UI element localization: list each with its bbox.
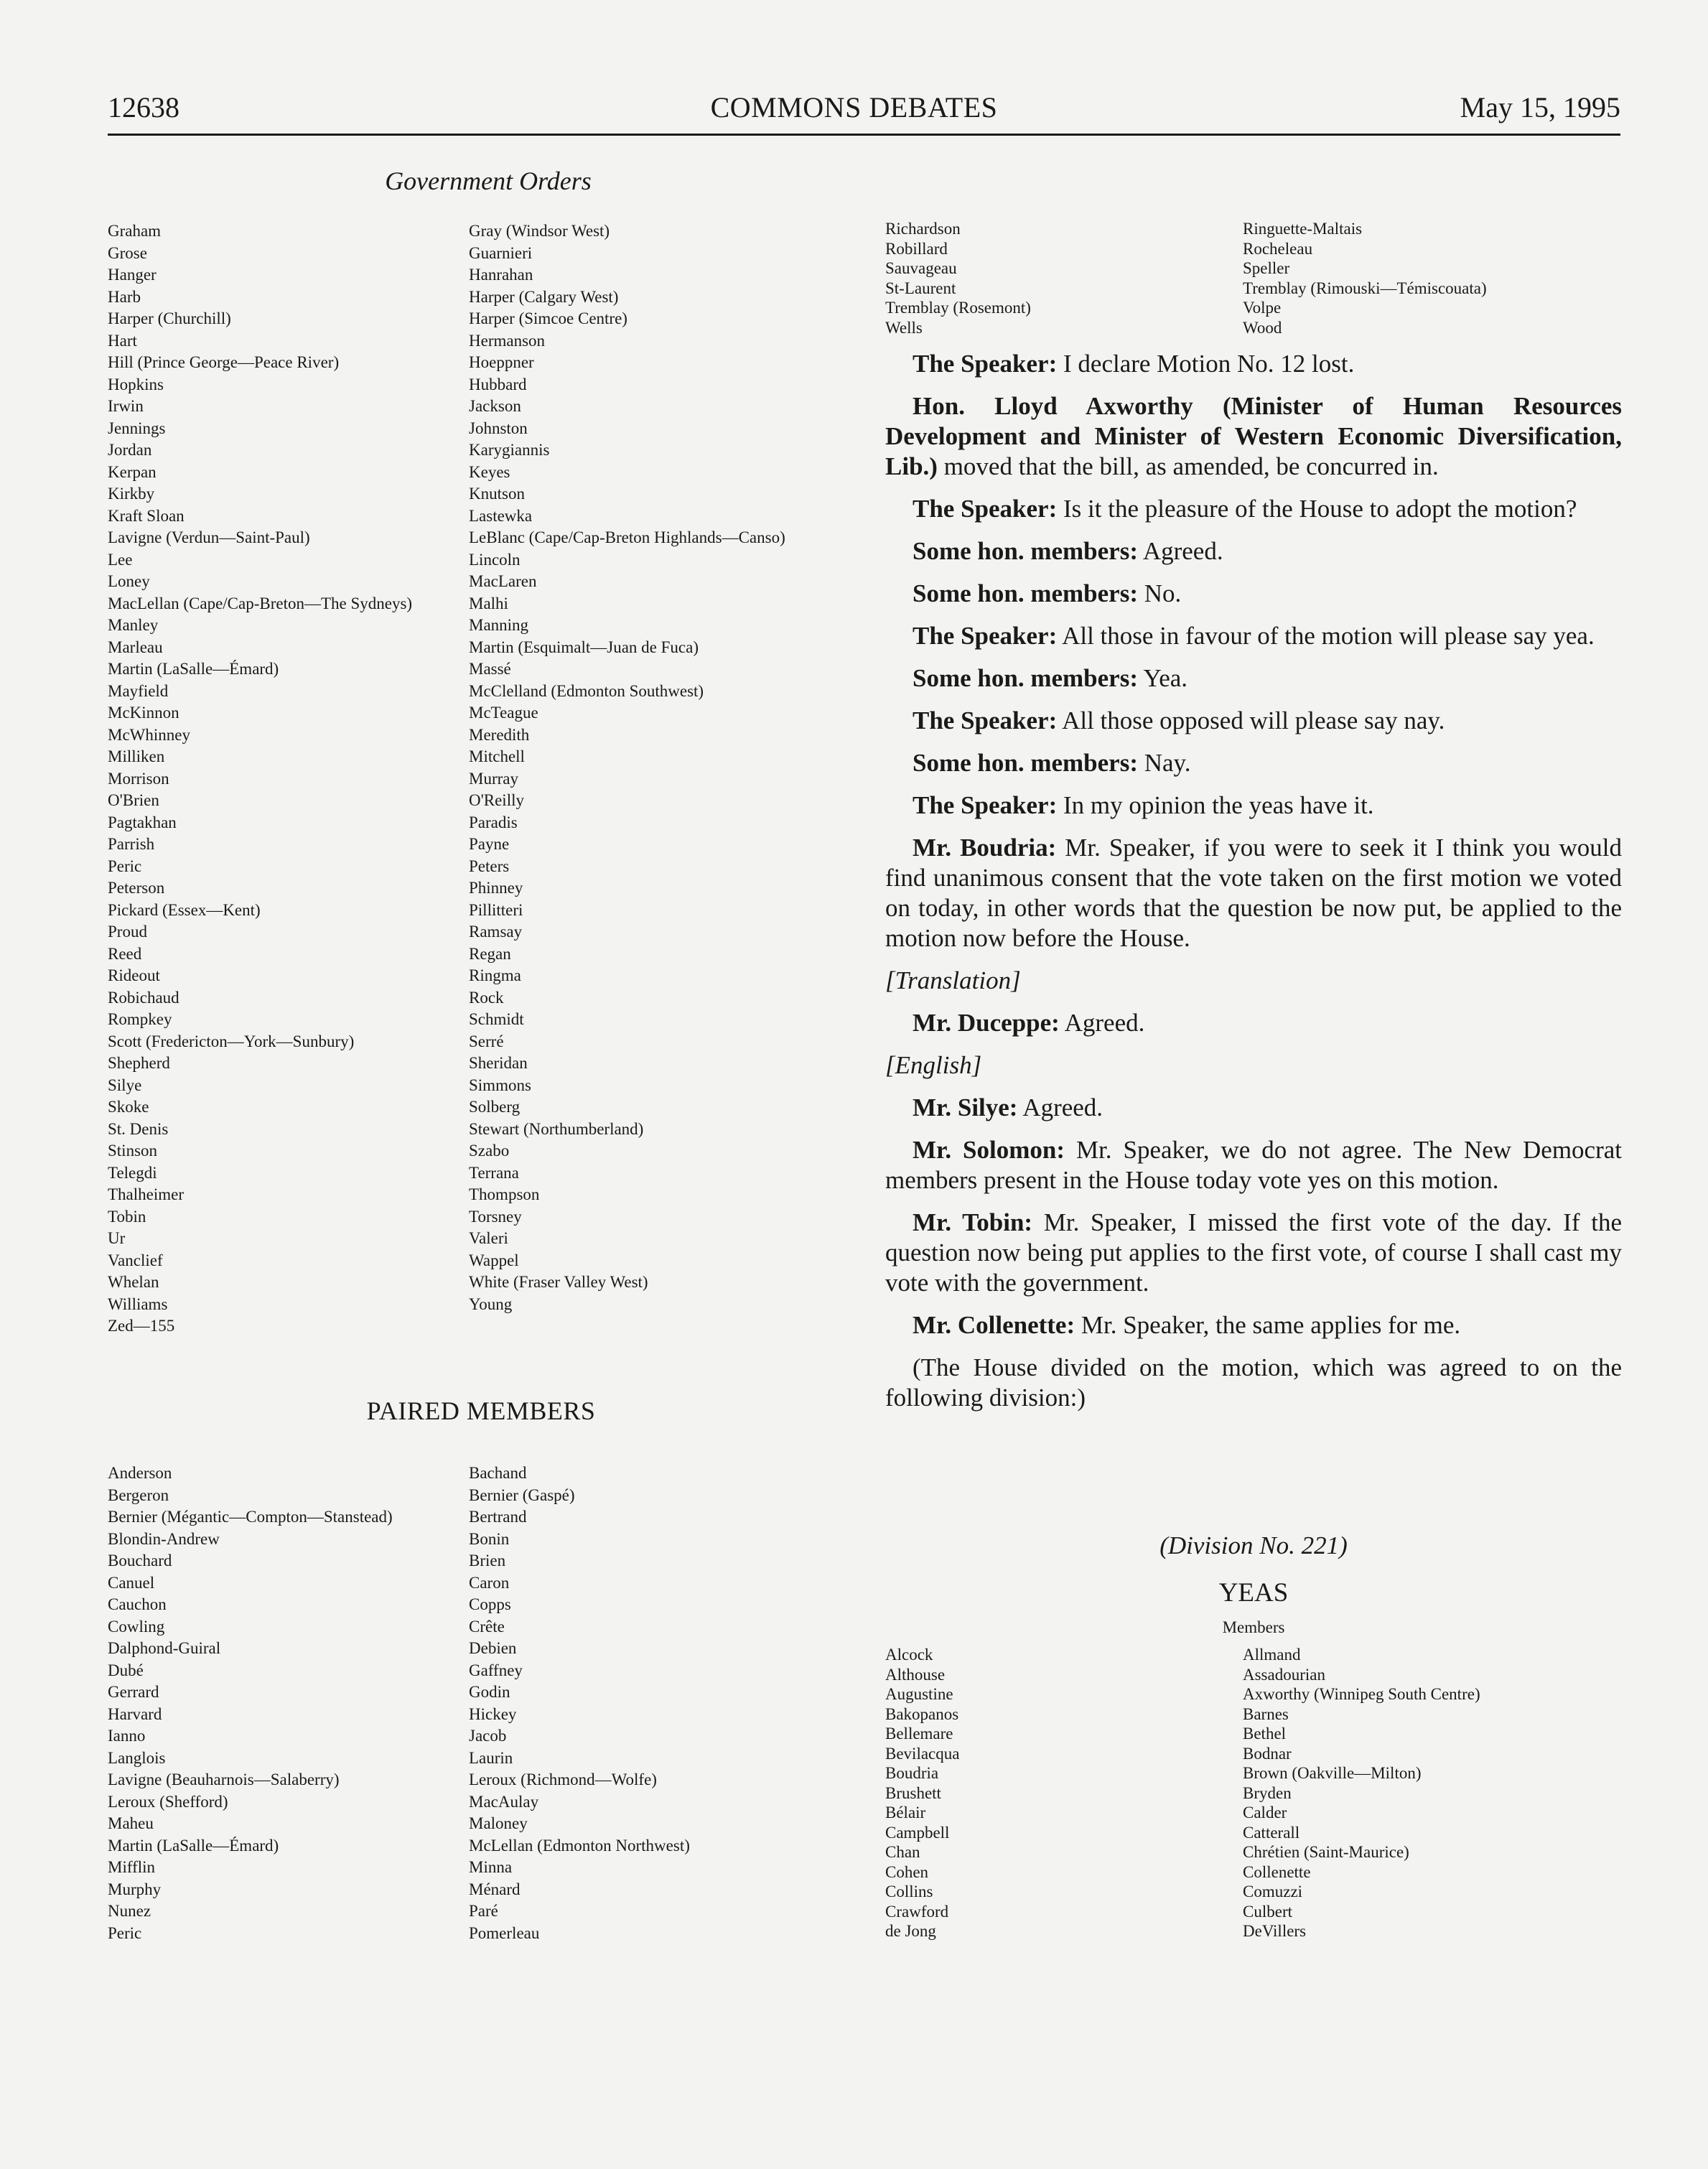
member-name: Pillitteri — [469, 900, 523, 919]
speaker-name: The Speaker: — [913, 495, 1058, 523]
speech-text: Agreed. — [1138, 537, 1223, 565]
yeas-member-name: Bellemare — [885, 1725, 953, 1743]
member-name: Murray — [469, 769, 518, 788]
nays-list-column-1 — [108, 220, 412, 1338]
nays-list-column-2 — [469, 220, 785, 1315]
paired-member-name: Leroux (Richmond—Wolfe) — [469, 1771, 657, 1788]
member-name: Terrana — [469, 1163, 519, 1182]
paired-member-name: Gaffney — [469, 1661, 523, 1679]
speech-text: All those in favour of the motion will please say yea. — [1057, 622, 1595, 650]
member-name: Kraft Sloan — [108, 506, 185, 525]
speech-paragraph — [885, 391, 1622, 482]
publication-title: COMMONS DEBATES — [710, 91, 998, 123]
member-name: Pickard (Essex—Kent) — [108, 900, 261, 919]
member-name: Wells — [885, 318, 923, 337]
paired-member-name: Lavigne (Beauharnois—Salaberry) — [108, 1771, 340, 1788]
member-name: Proud — [108, 923, 147, 941]
member-name: McKinnon — [108, 704, 179, 722]
speaker-name: Some hon. members: — [913, 537, 1138, 565]
member-name: Stewart (Northumberland) — [469, 1119, 644, 1138]
yeas-member-name: Bélair — [885, 1804, 926, 1822]
yeas-member-name: Alcock — [885, 1646, 933, 1664]
member-name: Hanger — [108, 266, 157, 284]
paired-member-name: Debien — [469, 1639, 517, 1657]
member-name: Sheridan — [469, 1054, 528, 1072]
paired-member-name: Copps — [469, 1595, 511, 1613]
speaker-name: Hon. Lloyd Axworthy (Minister of Human Resources Development and Minister of Western Economic Diversification, Lib.) — [885, 392, 1622, 480]
member-name: Kerpan — [108, 462, 157, 481]
member-name: Guarnieri — [469, 243, 533, 262]
member-name: LeBlanc (Cape/Cap-Breton Highlands—Canso) — [469, 528, 785, 546]
paired-member-name: Cowling — [108, 1617, 165, 1636]
member-name: Malhi — [469, 594, 508, 612]
member-name: Parrish — [108, 835, 155, 853]
member-name: Hanrahan — [469, 266, 533, 284]
member-name: Thalheimer — [108, 1185, 185, 1203]
language-note: [Translation] — [885, 966, 1021, 994]
speech-paragraph — [885, 833, 1622, 953]
yeas-member-name: DeVillers — [1243, 1922, 1307, 1940]
member-name: Robillard — [885, 239, 948, 258]
member-name: Rocheleau — [1243, 239, 1313, 258]
member-name: Young — [469, 1295, 513, 1313]
member-name: O'Reilly — [469, 791, 524, 809]
member-name: Marleau — [108, 638, 163, 656]
paired-member-name: Minna — [469, 1858, 513, 1876]
member-name: Manley — [108, 616, 159, 634]
speaker-name: Mr. Boudria: — [913, 834, 1057, 862]
member-name: Irwin — [108, 397, 144, 415]
member-name: Hart — [108, 331, 137, 350]
speech-text: Yea. — [1138, 664, 1188, 692]
member-name: Mayfield — [108, 681, 169, 700]
paired-member-name: Paré — [469, 1902, 498, 1920]
member-name: Scott (Fredericton—York—Sunbury) — [108, 1032, 355, 1050]
paired-member-name: Bonin — [469, 1529, 510, 1548]
yeas-list-column-2 — [1243, 1645, 1480, 1941]
yeas-member-name: Crawford — [885, 1902, 949, 1921]
paired-member-name: Caron — [469, 1573, 510, 1592]
speech-paragraph — [885, 1008, 1622, 1038]
speech-paragraph — [885, 790, 1622, 821]
member-name: Milliken — [108, 747, 165, 765]
member-name: Solberg — [469, 1098, 521, 1116]
section-title: Government Orders — [385, 167, 592, 195]
speaker-name: The Speaker: — [913, 622, 1058, 650]
member-name: Rock — [469, 988, 504, 1007]
member-name: Graham — [108, 222, 162, 240]
yeas-member-name: Campbell — [885, 1823, 950, 1842]
member-name: O'Brien — [108, 791, 159, 809]
paired-member-name: Cauchon — [108, 1595, 167, 1613]
member-name: Paradis — [469, 813, 518, 831]
member-name: Pagtakhan — [108, 813, 177, 831]
speaker-name: Mr. Tobin: — [913, 1208, 1033, 1236]
member-name: Karygiannis — [469, 441, 550, 459]
member-name: Johnston — [469, 419, 528, 437]
yeas-member-name: Brown (Oakville—Milton) — [1243, 1764, 1422, 1782]
paired-member-name: Nunez — [108, 1902, 151, 1920]
paired-member-name: Bernier (Mégantic—Compton—Stanstead) — [108, 1508, 393, 1526]
member-name: Keyes — [469, 462, 510, 481]
speech-paragraph — [885, 663, 1622, 694]
member-name: Richardson — [885, 220, 961, 238]
member-name: Ringuette-Maltais — [1243, 220, 1363, 238]
speech-text: Is it the pleasure of the House to adopt the motion? — [1057, 495, 1577, 523]
yeas-title: YEAS — [1218, 1578, 1289, 1608]
member-name: Peterson — [108, 879, 165, 897]
speech-text: Mr. Speaker, I missed the first vote of the day. If the question now being put applies to the first vote, of course I shall cast my vote with the government. — [885, 1208, 1622, 1297]
paired-list-column-1 — [108, 1463, 393, 1944]
member-name: Speller — [1243, 259, 1290, 277]
member-name: Hill (Prince George—Peace River) — [108, 353, 340, 371]
member-name: Shepherd — [108, 1054, 170, 1072]
member-name: Martin (Esquimalt—Juan de Fuca) — [469, 638, 699, 656]
paired-member-name: Bertrand — [469, 1508, 527, 1526]
yeas-member-name: Bryden — [1243, 1783, 1292, 1802]
yeas-member-name: Assadourian — [1243, 1665, 1325, 1684]
paired-member-name: Bachand — [469, 1464, 527, 1482]
member-name: Skoke — [108, 1098, 149, 1116]
speaker-name: Some hon. members: — [913, 579, 1138, 607]
paired-member-name: Peric — [108, 1923, 142, 1942]
member-name: Tremblay (Rosemont) — [885, 299, 1031, 317]
paired-member-name: Pomerleau — [469, 1923, 540, 1942]
paired-member-name: Bergeron — [108, 1485, 169, 1504]
speech-paragraph — [885, 706, 1622, 736]
members-label: Members — [1222, 1618, 1285, 1636]
speech-text: Agreed. — [1059, 1009, 1145, 1037]
member-name: Harper (Churchill) — [108, 309, 231, 327]
member-name: Ringma — [469, 966, 521, 984]
member-name: St-Laurent — [885, 279, 956, 297]
paired-member-name: Dubé — [108, 1661, 144, 1679]
member-name: Vanclief — [108, 1251, 163, 1269]
member-name: Wood — [1243, 318, 1282, 337]
member-name: Torsney — [469, 1207, 522, 1226]
member-name: Whelan — [108, 1273, 159, 1291]
speaker-name: Mr. Silye: — [913, 1093, 1018, 1121]
paired-member-name: Ménard — [469, 1880, 521, 1898]
member-name: Reed — [108, 944, 142, 963]
paired-member-name: McLellan (Edmonton Northwest) — [469, 1836, 690, 1855]
yeas-member-name: Augustine — [885, 1685, 953, 1703]
speech-paragraph — [885, 1093, 1622, 1123]
debate-transcript — [885, 349, 1622, 1425]
member-name: Schmidt — [469, 1010, 524, 1028]
speaker-name: The Speaker: — [913, 791, 1058, 819]
yeas-member-name: Allmand — [1243, 1646, 1301, 1664]
page-date: May 15, 1995 — [1460, 91, 1620, 123]
speech-text: All those opposed will please say nay. — [1057, 706, 1445, 734]
member-name: Lastewka — [469, 506, 533, 525]
speech-paragraph — [885, 536, 1622, 566]
continued-list-column-2 — [1243, 219, 1487, 337]
member-name: Knutson — [469, 485, 525, 503]
member-name: McWhinney — [108, 725, 190, 744]
speech-text: moved that the bill, as amended, be concurred in. — [937, 452, 1439, 480]
paired-list-column-2 — [469, 1463, 690, 1944]
yeas-member-name: Bakopanos — [885, 1704, 959, 1723]
speech-paragraph — [885, 621, 1622, 651]
speaker-name: Mr. Solomon: — [913, 1136, 1065, 1164]
yeas-member-name: Calder — [1243, 1804, 1287, 1822]
yeas-member-name: Catterall — [1243, 1823, 1300, 1842]
speech-paragraph — [885, 748, 1622, 778]
paired-member-name: Anderson — [108, 1464, 172, 1482]
speech-paragraph — [885, 579, 1622, 609]
paired-member-name: Maheu — [108, 1814, 154, 1832]
speech-text: In my opinion the yeas have it. — [1057, 791, 1374, 819]
yeas-member-name: Althouse — [885, 1665, 946, 1684]
paired-member-name: Godin — [469, 1683, 510, 1701]
paired-member-name: Martin (LaSalle—Émard) — [108, 1836, 279, 1855]
yeas-member-name: de Jong — [885, 1922, 936, 1940]
paired-member-name: Harvard — [108, 1704, 162, 1723]
member-name: Telegdi — [108, 1163, 157, 1182]
speaker-name: Mr. Duceppe: — [913, 1009, 1060, 1037]
member-name: Kirkby — [108, 485, 155, 503]
member-name: Tremblay (Rimouski—Témiscouata) — [1243, 279, 1487, 297]
member-name: Hubbard — [469, 375, 527, 393]
paired-member-name: Langlois — [108, 1748, 166, 1767]
speech-paragraph — [885, 1310, 1622, 1340]
yeas-member-name: Comuzzi — [1243, 1883, 1303, 1900]
yeas-member-name: Collins — [885, 1883, 933, 1900]
member-name: Thompson — [469, 1185, 540, 1203]
member-name: Grose — [108, 243, 147, 262]
speech-paragraph — [885, 1135, 1622, 1195]
member-name: Tobin — [108, 1207, 146, 1226]
paired-member-name: Murphy — [108, 1880, 162, 1898]
paired-member-name: Gerrard — [108, 1683, 159, 1701]
member-name: Jennings — [108, 419, 166, 437]
speech-text: Mr. Speaker, if you were to seek it I think you would find unanimous consent that the vote taken on the first motion we voted on today, in other words that the question be now put, be applied to the motion now before the House. — [885, 834, 1623, 952]
paired-member-name: Mifflin — [108, 1858, 156, 1876]
member-name: Massé — [469, 660, 511, 678]
member-name: Zed—155 — [108, 1317, 175, 1335]
yeas-member-name: Bodnar — [1243, 1744, 1292, 1763]
yeas-member-name: Barnes — [1243, 1704, 1289, 1723]
speech-paragraph — [885, 349, 1622, 379]
member-name: Meredith — [469, 725, 530, 744]
member-name: Martin (LaSalle—Émard) — [108, 660, 279, 678]
header-rule — [108, 134, 1620, 136]
member-name: Simmons — [469, 1076, 531, 1094]
member-name: Szabo — [469, 1142, 510, 1160]
member-name: Valeri — [469, 1229, 508, 1247]
member-name: Peters — [469, 857, 510, 875]
member-name: Hopkins — [108, 375, 164, 393]
speech-text: Nay. — [1138, 749, 1191, 777]
speech-text: I declare Motion No. 12 lost. — [1057, 350, 1355, 378]
paired-member-name: Leroux (Shefford) — [108, 1792, 228, 1811]
paired-member-name: Laurin — [469, 1748, 513, 1767]
member-name: Rompkey — [108, 1010, 172, 1028]
paired-member-name: Blondin-Andrew — [108, 1529, 220, 1548]
member-name: Manning — [469, 616, 529, 634]
paired-member-name: Hickey — [469, 1704, 517, 1723]
paired-member-name: Canuel — [108, 1573, 155, 1592]
yeas-member-name: Culbert — [1243, 1902, 1292, 1921]
member-name: Serré — [469, 1032, 504, 1050]
yeas-member-name: Bevilacqua — [885, 1744, 960, 1763]
member-name: Harper (Simcoe Centre) — [469, 309, 627, 327]
yeas-member-name: Boudria — [885, 1764, 939, 1782]
member-name: St. Denis — [108, 1119, 169, 1138]
continued-list-column-1 — [885, 219, 1031, 337]
division-label: (Division No. 221) — [1159, 1531, 1348, 1559]
member-name: Morrison — [108, 769, 169, 788]
paired-member-name: Brien — [469, 1552, 506, 1569]
yeas-member-name: Chan — [885, 1843, 920, 1861]
paired-member-name: Ianno — [108, 1727, 146, 1745]
member-name: Williams — [108, 1295, 168, 1313]
speaker-name: The Speaker: — [913, 350, 1058, 378]
paired-member-name: Bouchard — [108, 1552, 172, 1569]
speech-text: Mr. Speaker, the same applies for me. — [1075, 1311, 1461, 1339]
member-name: McClelland (Edmonton Southwest) — [469, 681, 704, 700]
paired-member-name: Maloney — [469, 1814, 528, 1832]
paired-members-title: PAIRED MEMBERS — [366, 1396, 596, 1425]
paired-member-name: Crête — [469, 1617, 505, 1636]
member-name: MacLellan (Cape/Cap-Breton—The Sydneys) — [108, 594, 413, 612]
member-name: Stinson — [108, 1142, 158, 1160]
member-name: Lincoln — [469, 550, 521, 569]
member-name: McTeague — [469, 704, 538, 722]
speaker-name: The Speaker: — [913, 706, 1058, 734]
speech-paragraph — [885, 494, 1622, 524]
member-name: Robichaud — [108, 988, 179, 1007]
language-note: [English] — [885, 1051, 982, 1079]
member-name: Harper (Calgary West) — [469, 287, 619, 306]
paired-member-name: Dalphond-Guiral — [108, 1639, 221, 1657]
member-name: Lee — [108, 550, 133, 569]
speech-text: Mr. Speaker, we do not agree. The New Democrat members present in the House today vote yes on this motion. — [885, 1136, 1622, 1194]
speaker-name: Mr. Collenette: — [913, 1311, 1075, 1339]
member-name: Silye — [108, 1076, 142, 1094]
paired-member-name: Jacob — [469, 1727, 507, 1745]
member-name: Volpe — [1243, 299, 1282, 317]
member-name: Ur — [108, 1229, 126, 1247]
member-name: Rideout — [108, 966, 160, 984]
paired-member-name: MacAulay — [469, 1792, 539, 1811]
member-name: Wappel — [469, 1251, 519, 1269]
procedural-note: (The House divided on the motion, which was agreed to on the following division:) — [885, 1353, 1622, 1412]
member-name: Mitchell — [469, 747, 525, 765]
member-name: Payne — [469, 835, 510, 853]
speaker-name: Some hon. members: — [913, 749, 1138, 777]
yeas-member-name: Brushett — [885, 1783, 941, 1802]
member-name: Hermanson — [469, 331, 546, 350]
member-name: Jordan — [108, 441, 152, 459]
yeas-list-column-1 — [885, 1645, 959, 1941]
yeas-member-name: Axworthy (Winnipeg South Centre) — [1243, 1685, 1480, 1703]
member-name: MacLaren — [469, 572, 537, 590]
member-name: Sauvageau — [885, 259, 957, 277]
member-name: Harb — [108, 287, 141, 306]
member-name: Peric — [108, 857, 142, 875]
yeas-member-name: Chrétien (Saint-Maurice) — [1243, 1843, 1409, 1861]
member-name: Regan — [469, 944, 511, 963]
speaker-name: Some hon. members: — [913, 664, 1138, 692]
member-name: Hoeppner — [469, 353, 534, 371]
speech-paragraph — [885, 1208, 1622, 1298]
member-name: Ramsay — [469, 923, 523, 941]
yeas-member-name: Bethel — [1243, 1725, 1287, 1743]
member-name: Phinney — [469, 879, 523, 897]
yeas-member-name: Collenette — [1243, 1862, 1311, 1881]
member-name: Loney — [108, 572, 150, 590]
yeas-member-name: Cohen — [885, 1862, 929, 1881]
page-number: 12638 — [108, 91, 179, 123]
member-name: Lavigne (Verdun—Saint-Paul) — [108, 528, 310, 546]
member-name: Gray (Windsor West) — [469, 222, 610, 240]
speech-text: Agreed. — [1017, 1093, 1103, 1121]
paired-member-name: Bernier (Gaspé) — [469, 1485, 575, 1504]
member-name: White (Fraser Valley West) — [469, 1273, 648, 1291]
speech-text: No. — [1138, 579, 1182, 607]
member-name: Jackson — [469, 397, 521, 415]
